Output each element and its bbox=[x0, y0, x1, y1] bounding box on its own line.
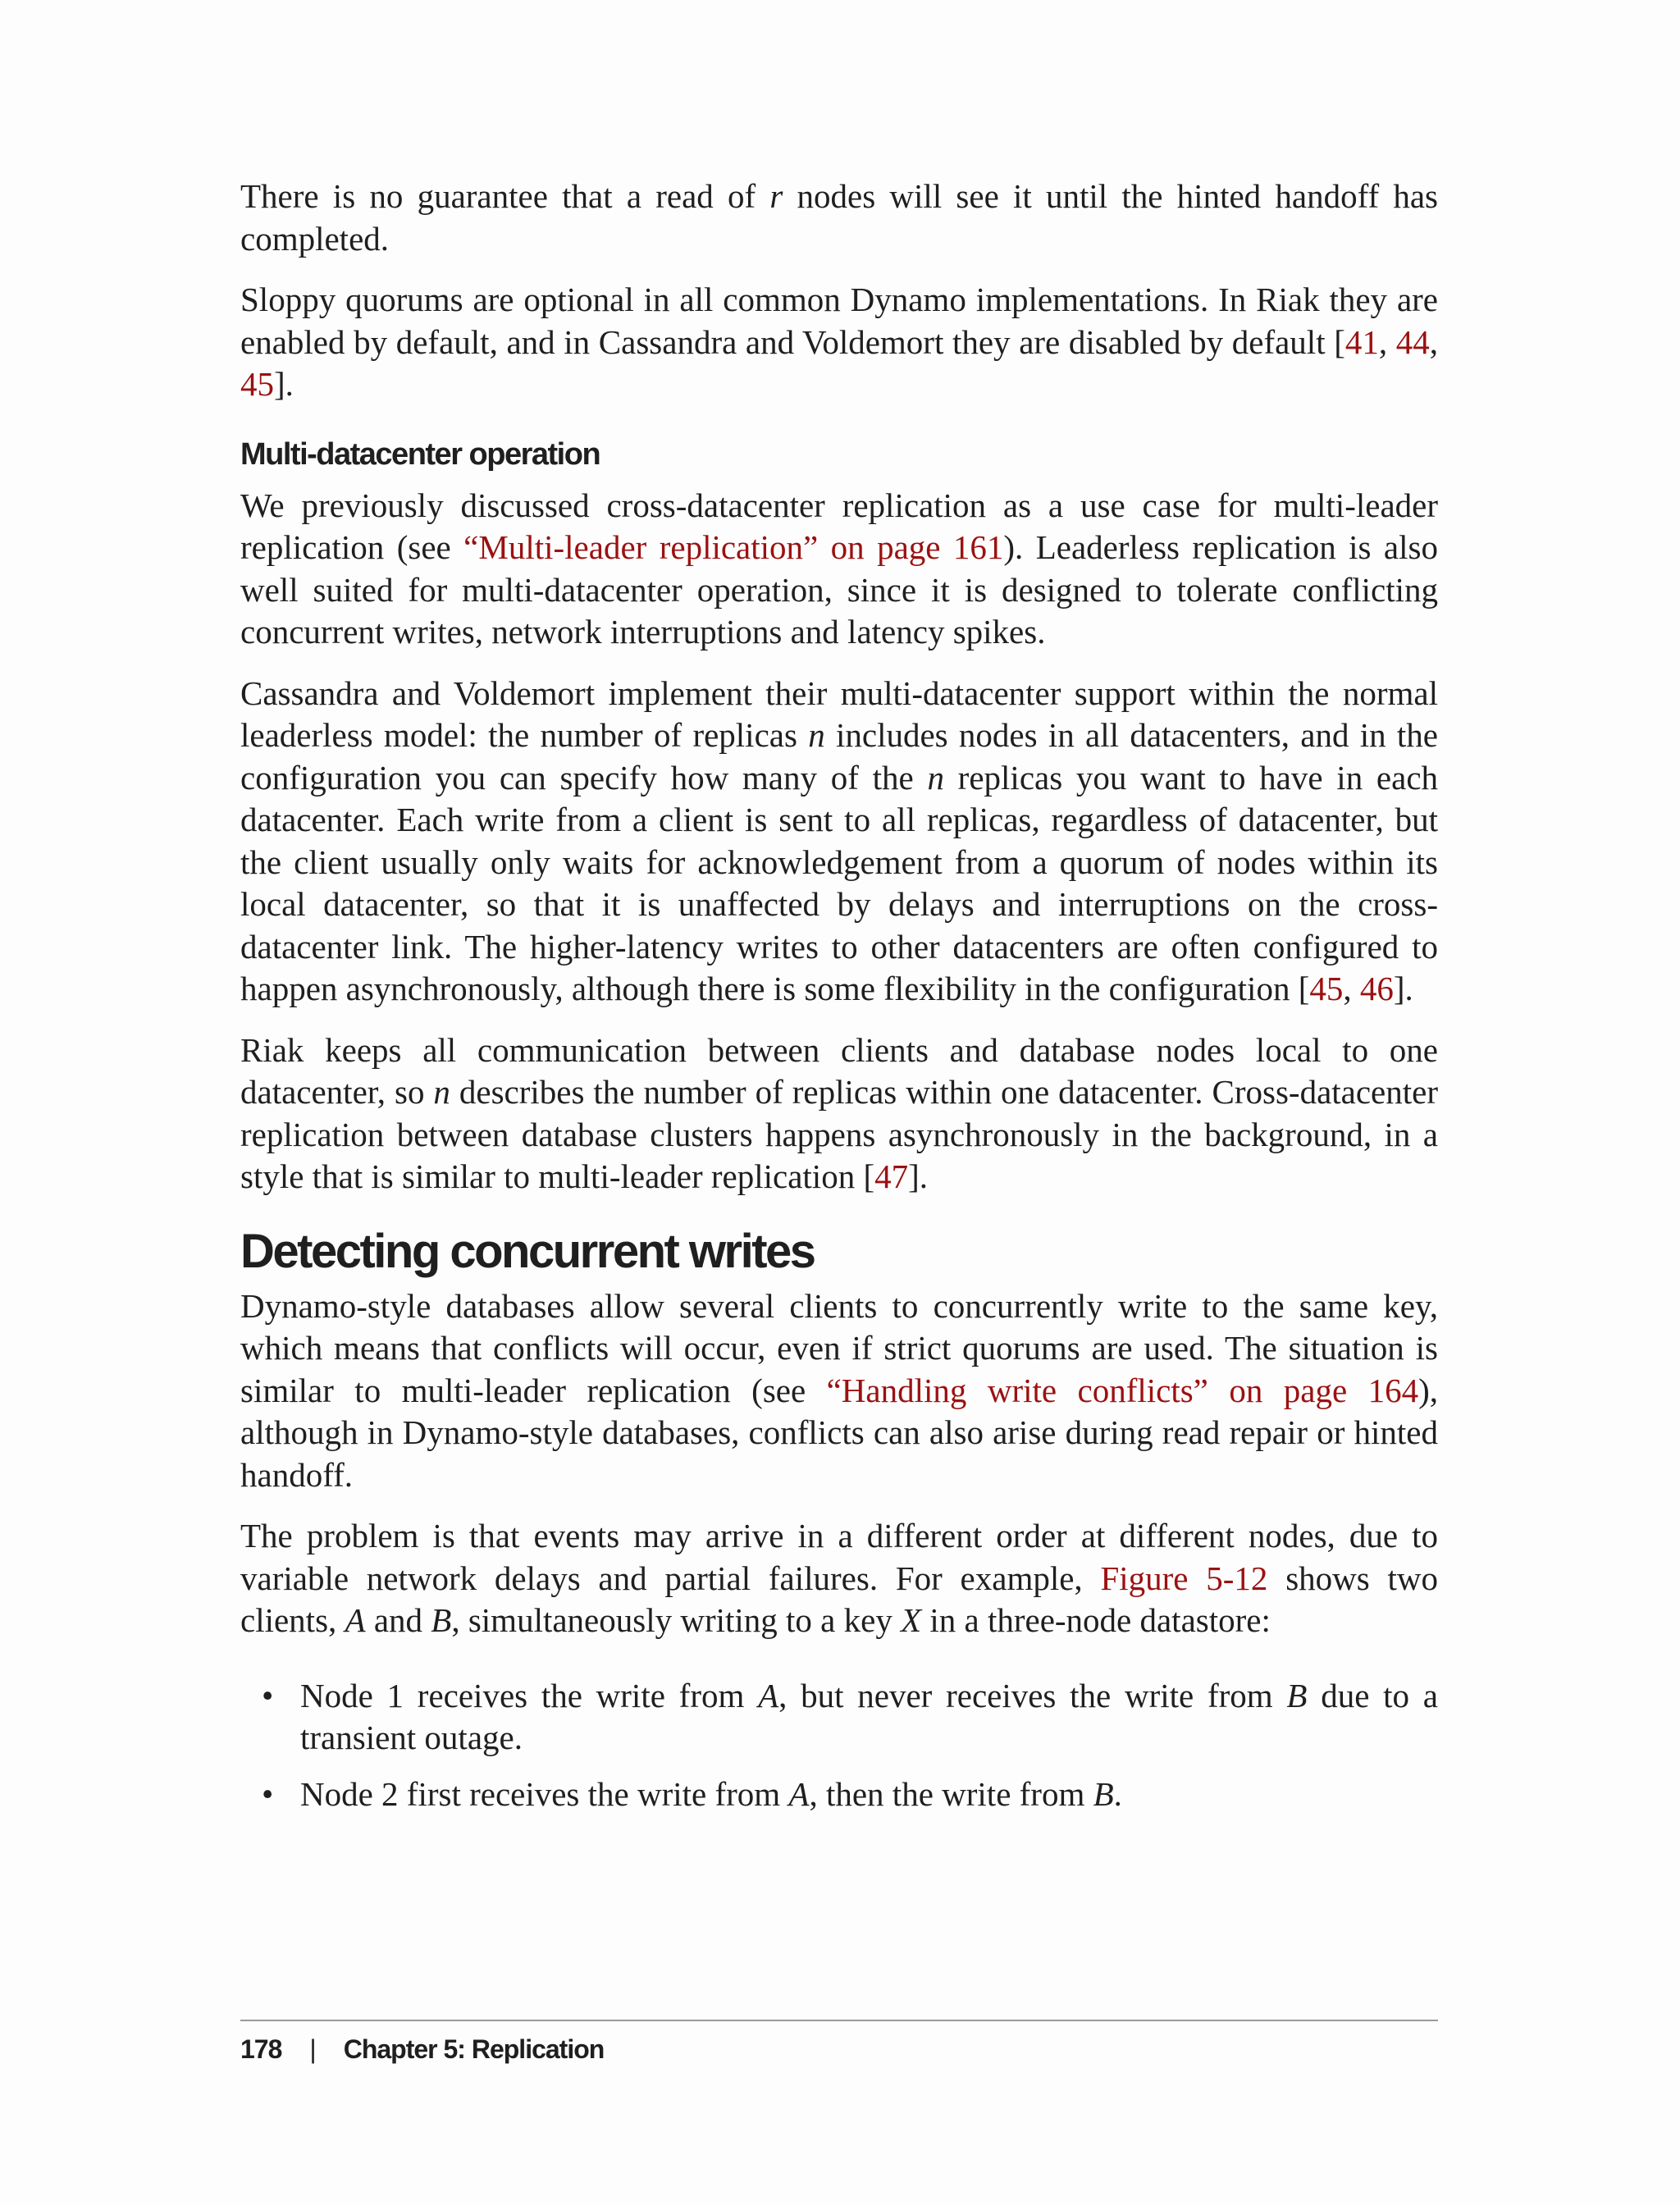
paragraph-sloppy-quorums: Sloppy quorums are optional in all common Dynamo implementations. In Riak they are enabled by default, and in Cassandra and Voldemort they are disabled by default [41, 44, 45]. bbox=[240, 281, 1438, 403]
paragraph-dynamo-style: Dynamo-style databases allow several clients to concurrently write to the same key, which means that conflicts will occur, even if strict quorums are used. The situation is similar to multi-leader replication (see “Handling write conflicts” on page 164), although in Dynamo-style databases, conflicts can also arise during read repair or hinted handoff. bbox=[240, 1286, 1438, 1494]
page-number: 178 bbox=[240, 2034, 282, 2064]
paragraph-cassandra-voldemort: Cassandra and Voldemort implement their multi-datacenter support within the normal leaderless model: the number of replicas n includes nodes in all datacenters, and in the configuration you can specify how many of the n replicas you want to have in each datacenter. Each write from a client is sent to all replicas, regardless of datacenter, but the client usually only waits for acknowledgement from a quorum of nodes within its local datacenter, so that it is unaffected by delays and interruptions on the cross-datacenter link. The higher-latency writes to other datacenters are often configured to happen asynchronously, although there is some flexibility in the configuration [45, 46]. bbox=[240, 673, 1439, 1007]
paragraph-events-order: The problem is that events may arrive in a different order at different nodes, due to variable network delays and partial failures. For example, Figure 5-12 shows two clients, A and B, simultaneously writing to a key X in a three-node datastore: bbox=[240, 1517, 1438, 1639]
figure-link[interactable]: Figure 5-12 bbox=[1100, 1559, 1268, 1597]
footer-divider bbox=[240, 2020, 1438, 2021]
citation-link[interactable]: 45 bbox=[240, 365, 274, 403]
bullet-list bbox=[240, 1675, 1438, 1816]
section-heading-detecting-concurrent-writes: Detecting concurrent writes bbox=[240, 1224, 815, 1278]
bullet-icon: • bbox=[262, 1676, 274, 1714]
subheading-multi-datacenter: Multi-datacenter operation bbox=[240, 436, 600, 472]
paragraph-riak: Riak keeps all communication between clients and database nodes local to one datacenter, so n describes the number of replicas within one datacenter. Cross-datacenter replication between database clusters happens asynchronously in the background, in a style that is similar to multi-leader replication [47]. bbox=[240, 1030, 1438, 1195]
paragraph-hinted-handoff: There is no guarantee that a read of r nodes will see it until the hinted handoff has completed. bbox=[240, 177, 1438, 258]
cross-reference-link[interactable]: “Handling write conflicts” on page 164 bbox=[826, 1371, 1419, 1409]
citation-link[interactable]: 46 bbox=[1359, 970, 1394, 1007]
paragraph-multi-datacenter-intro: We previously discussed cross-datacenter replication as a use case for multi-leader replication (see “Multi-leader replication” on page 161). Leaderless replication is also well suited for multi-datacenter operation, since it is designed to tolerate conflicting concurrent writes, network interruptions and latency spikes. bbox=[240, 486, 1438, 651]
citation-link[interactable]: 45 bbox=[1309, 970, 1344, 1007]
page-body bbox=[240, 172, 1438, 1815]
list-item: • Node 2 first receives the write from A, then the write from B. bbox=[240, 1774, 1438, 1816]
bullet-icon: • bbox=[262, 1774, 274, 1813]
list-item: • Node 1 receives the write from A, but never receives the write from B due to a transient outage. bbox=[262, 1676, 1438, 1756]
citation-link[interactable]: 41 bbox=[1344, 322, 1379, 361]
chapter-title: Chapter 5: Replication bbox=[343, 2034, 605, 2064]
page-footer bbox=[240, 2031, 604, 2067]
footer-separator: | bbox=[309, 2034, 316, 2064]
citation-link[interactable]: 44 bbox=[1395, 322, 1430, 361]
cross-reference-link[interactable]: “Multi-leader replication” on page 161 bbox=[463, 528, 1004, 566]
citation-link[interactable]: 47 bbox=[874, 1157, 909, 1195]
